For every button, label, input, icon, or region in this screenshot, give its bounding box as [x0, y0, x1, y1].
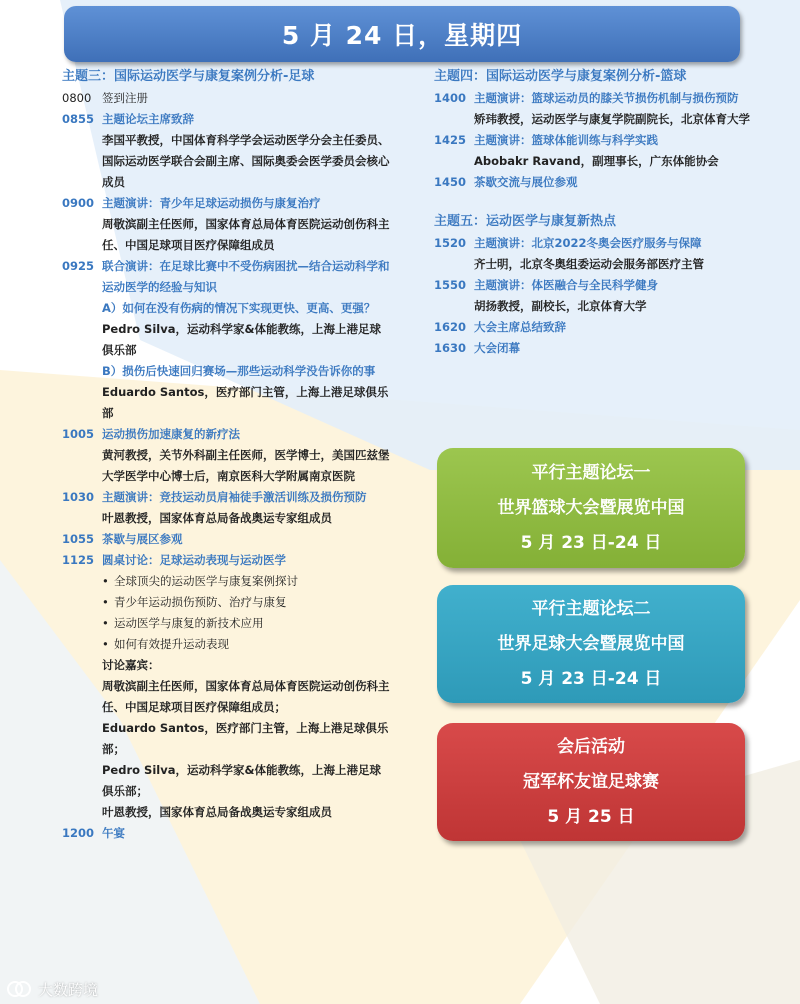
agenda-item-1030: [62, 487, 392, 529]
agenda-speaker: 矫玮教授，运动医学与康复学院副院长，北京体育大学: [474, 112, 750, 126]
agenda-item-1620: [434, 317, 769, 338]
box-line-2: 冠军杯友谊足球赛: [523, 771, 659, 792]
agenda-title: 联合演讲：在足球比赛中不受伤病困扰—结合运动科学和运动医学的经验与知识: [102, 259, 390, 294]
box-line-1: 平行主题论坛二: [531, 598, 651, 619]
list-item: • 运动医学与康复的新技术应用: [102, 613, 392, 634]
date-title: 5 月 24 日，星期四: [281, 21, 523, 50]
agenda-item-1125: [62, 550, 392, 823]
agenda-speaker: 李国平教授，中国体育科学学会运动医学分会主任委员、国际运动医学联合会副主席、国际奥委会医学委员会核心成员: [102, 133, 390, 189]
agenda-title: 主题演讲：篮球运动员的膝关节损伤机制与损伤预防: [474, 91, 739, 105]
agenda-title: 主题论坛主席致辞: [102, 112, 194, 126]
agenda-time: 1030: [62, 490, 95, 504]
theme-4-heading: 主题四：国际运动医学与康复案例分析-篮球: [434, 69, 687, 84]
agenda-time: 1125: [62, 553, 95, 567]
agenda-speaker: 叶恩教授，国家体育总局备战奥运专家组成员: [102, 511, 332, 525]
parallel-forum-2-box: [437, 585, 745, 703]
agenda-title: 主题演讲：青少年足球运动损伤与康复治疗: [102, 196, 321, 210]
box-line-3: 5 月 23 日-24 日: [520, 668, 662, 689]
agenda-time: 0900: [62, 196, 95, 210]
agenda-time: 1450: [434, 175, 467, 189]
agenda-item-1550: [434, 275, 769, 317]
agenda-item-1005: [62, 424, 392, 487]
agenda-title: 圆桌讨论：足球运动表现与运动医学: [102, 553, 286, 567]
agenda-speaker: Abobakr Ravand，副理事长，广东体能协会: [474, 154, 719, 168]
agenda-item-1520: [434, 233, 769, 275]
agenda-item-1055: [62, 529, 392, 550]
agenda-time: 0800: [62, 91, 92, 105]
agenda-item-1200: [62, 823, 392, 844]
agenda-time: 1520: [434, 236, 467, 250]
agenda-time: 1425: [434, 133, 467, 147]
agenda-title: 主题演讲：体医融合与全民科学健身: [474, 278, 658, 292]
box-line-2: 世界篮球大会暨展览中国: [497, 497, 685, 518]
agenda-time: 1630: [434, 341, 467, 355]
agenda-item-1450: [434, 172, 769, 193]
agenda-title: 运动损伤加速康复的新疗法: [102, 427, 240, 441]
agenda-time: 1055: [62, 532, 95, 546]
box-line-1: 会后活动: [557, 736, 625, 757]
watermark: [6, 976, 98, 1002]
agenda-speaker: 黄河教授，关节外科副主任医师，医学博士，美国匹兹堡大学医学中心博士后，南京医科大学附属南京医院: [102, 448, 390, 483]
discussion-guest: 周敬滨副主任医师，国家体育总局体育医院运动创伤科主任、中国足球项目医疗保障组成员；: [102, 679, 390, 714]
agenda-time: 1005: [62, 427, 95, 441]
box-line-3: 5 月 25 日: [547, 806, 635, 827]
discussion-topics-list: [102, 571, 392, 655]
logo-icon: [6, 978, 32, 1000]
agenda-item-0855: [62, 109, 392, 193]
list-item: • 如何有效提升运动表现: [102, 634, 392, 655]
agenda-right-column: [434, 66, 769, 359]
theme-5-heading: 主题五：运动医学与康复新热点: [434, 214, 617, 229]
list-item: • 全球顶尖的运动医学与康复案例探讨: [102, 571, 392, 592]
agenda-speaker: 胡扬教授，副校长，北京体育大学: [474, 299, 647, 313]
agenda-item-1425: [434, 130, 769, 172]
agenda-title: 大会主席总结致辞: [474, 320, 566, 334]
agenda-item-0800: [62, 88, 392, 109]
agenda-time: 1200: [62, 826, 95, 840]
agenda-subtopic-b: B）损伤后快速回归赛场—那些运动科学没告诉你的事: [102, 364, 376, 378]
agenda-speaker: 齐士明，北京冬奥组委运动会服务部医疗主管: [474, 257, 704, 271]
agenda-time: 1550: [434, 278, 467, 292]
agenda-item-0900: [62, 193, 392, 256]
agenda-time: 0925: [62, 259, 95, 273]
discussion-guest: Pedro Silva，运动科学家&体能教练，上海上港足球俱乐部；: [102, 763, 381, 798]
agenda-subtopic-a: A）如何在没有伤病的情况下实现更快、更高、更强？: [102, 301, 376, 315]
agenda-time: 1620: [434, 320, 467, 334]
theme-3-heading: 主题三：国际运动医学与康复案例分析-足球: [62, 69, 315, 84]
discussion-guest: Eduardo Santos，医疗部门主管，上海上港足球俱乐部；: [102, 721, 389, 756]
agenda-speaker: 周敬滨副主任医师，国家体育总局体育医院运动创伤科主任、中国足球项目医疗保障组成员: [102, 217, 390, 252]
agenda-item-1400: [434, 88, 769, 130]
discussion-guests-label: 讨论嘉宾：: [102, 658, 160, 672]
agenda-time: 0855: [62, 112, 95, 126]
agenda-title: 茶歇与展区参观: [102, 532, 183, 546]
parallel-forum-1-box: [437, 448, 745, 568]
agenda-item-0925: [62, 256, 392, 424]
agenda-title: 主题演讲：北京2022冬奥会医疗服务与保障: [474, 236, 702, 250]
agenda-speaker: Eduardo Santos，医疗部门主管，上海上港足球俱乐部: [102, 385, 389, 420]
agenda-speaker: Pedro Silva，运动科学家&体能教练，上海上港足球俱乐部: [102, 322, 381, 357]
list-item: • 青少年运动损伤预防、治疗与康复: [102, 592, 392, 613]
box-line-1: 平行主题论坛一: [531, 462, 651, 483]
date-banner: [64, 6, 740, 62]
agenda-title: 主题演讲：篮球体能训练与科学实践: [474, 133, 658, 147]
agenda-left-column: [62, 66, 392, 844]
agenda-title: 茶歇交流与展位参观: [474, 175, 578, 189]
discussion-guest: 叶恩教授，国家体育总局备战奥运专家组成员: [102, 805, 332, 819]
agenda-title: 主题演讲：竞技运动员肩袖徒手激活训练及损伤预防: [102, 490, 367, 504]
agenda-item-1630: [434, 338, 769, 359]
agenda-title: 午宴: [102, 826, 125, 840]
post-event-box: [437, 723, 745, 841]
agenda-time: 1400: [434, 91, 467, 105]
box-line-2: 世界足球大会暨展览中国: [497, 633, 685, 654]
box-line-3: 5 月 23 日-24 日: [520, 532, 662, 553]
agenda-title: 大会闭幕: [474, 341, 520, 355]
agenda-title: 签到注册: [102, 91, 148, 105]
watermark-text: 大数跨境: [38, 980, 99, 999]
